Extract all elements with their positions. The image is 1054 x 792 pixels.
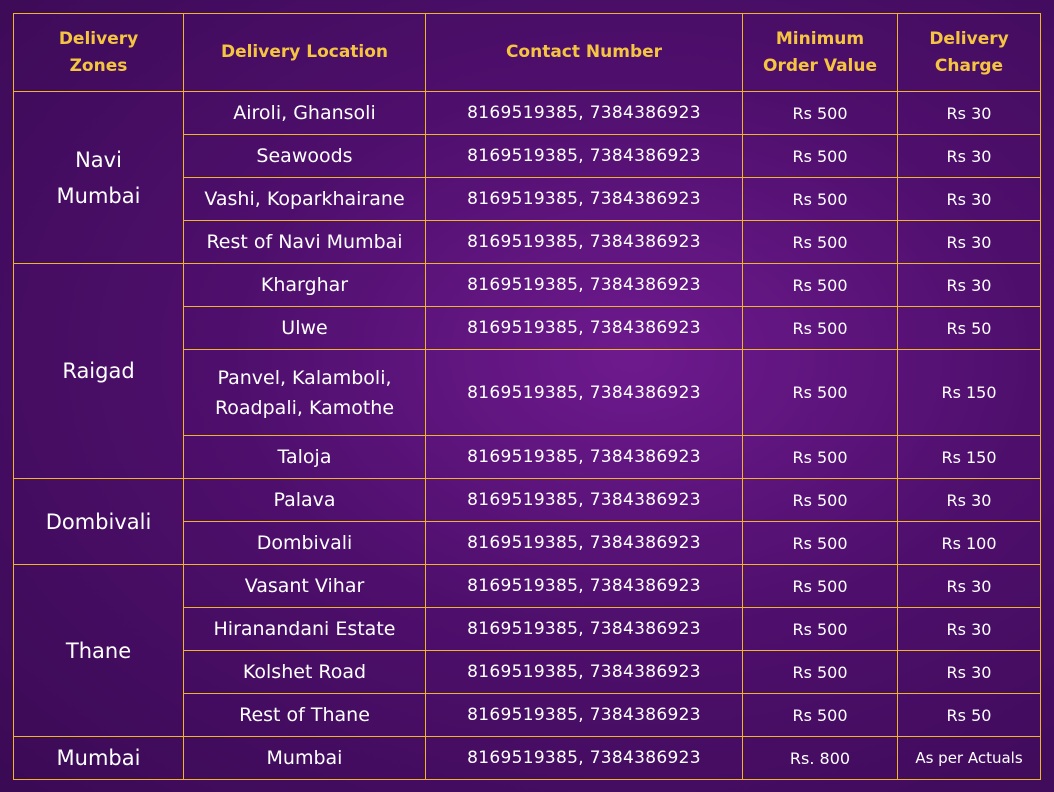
location-cell [184, 608, 426, 651]
delivery-charge-cell: Rs 30 [898, 135, 1041, 178]
location-cell [184, 307, 426, 350]
location-name: Roadpali, Kamothe [214, 396, 395, 419]
location-cell [184, 135, 426, 178]
location-cell [184, 479, 426, 522]
location-name: Hiranandani Estate [213, 618, 396, 640]
zone-name: Raigad [62, 359, 135, 383]
location-name: Palava [273, 489, 336, 511]
location-name: Taloja [277, 446, 332, 468]
location-cell [184, 436, 426, 479]
location-name: Mumbai [266, 747, 343, 769]
delivery-table [13, 13, 1041, 780]
contact-number-cell: 8169519385, 7384386923 [426, 264, 743, 307]
minimum-order-cell: Rs 500 [743, 608, 898, 651]
delivery-charge-cell: Rs 100 [898, 522, 1041, 565]
contact-number-cell: 8169519385, 7384386923 [426, 221, 743, 264]
zone-cell [14, 92, 184, 264]
minimum-order-cell: Rs 500 [743, 565, 898, 608]
contact-number-cell: 8169519385, 7384386923 [426, 522, 743, 565]
minimum-order-cell: Rs 500 [743, 479, 898, 522]
minimum-order-cell: Rs 500 [743, 264, 898, 307]
header-delivery-location: Delivery Location [184, 14, 426, 92]
contact-number-cell: 8169519385, 7384386923 [426, 737, 743, 780]
delivery-charge-cell: Rs 150 [898, 350, 1041, 436]
minimum-order-cell: Rs 500 [743, 522, 898, 565]
delivery-charge-cell: Rs 150 [898, 436, 1041, 479]
table-row [14, 565, 1041, 608]
delivery-charge-cell: Rs 30 [898, 178, 1041, 221]
contact-number-cell: 8169519385, 7384386923 [426, 436, 743, 479]
contact-number-cell: 8169519385, 7384386923 [426, 92, 743, 135]
header-min-line-2: Order Value [763, 55, 877, 76]
header-delivery-zones [14, 14, 184, 92]
contact-number-cell: 8169519385, 7384386923 [426, 135, 743, 178]
location-cell [184, 264, 426, 307]
contact-number-cell: 8169519385, 7384386923 [426, 651, 743, 694]
zone-name: Mumbai [56, 183, 141, 208]
contact-number-cell: 8169519385, 7384386923 [426, 479, 743, 522]
header-charge-line-2: Charge [934, 55, 1004, 76]
zone-cell [14, 737, 184, 780]
delivery-charge-cell: Rs 30 [898, 608, 1041, 651]
zone-name: Mumbai [56, 746, 141, 770]
location-name: Ulwe [281, 317, 328, 339]
location-name: Airoli, Ghansoli [233, 102, 376, 124]
header-delivery-charge [898, 14, 1041, 92]
location-cell [184, 92, 426, 135]
minimum-order-cell: Rs 500 [743, 178, 898, 221]
table-row [14, 92, 1041, 135]
minimum-order-cell: Rs 500 [743, 92, 898, 135]
location-cell [184, 737, 426, 780]
contact-number-cell: 8169519385, 7384386923 [426, 307, 743, 350]
minimum-order-cell: Rs 500 [743, 436, 898, 479]
header-min-line-1: Minimum [775, 28, 865, 49]
location-name: Vasant Vihar [244, 575, 365, 597]
zone-name: Thane [65, 638, 132, 663]
location-cell [184, 178, 426, 221]
contact-number-cell: 8169519385, 7384386923 [426, 608, 743, 651]
location-name: Panvel, Kalamboli, [217, 366, 392, 389]
zone-cell [14, 264, 184, 479]
contact-number-cell: 8169519385, 7384386923 [426, 178, 743, 221]
contact-number-cell: 8169519385, 7384386923 [426, 565, 743, 608]
location-name: Seawoods [256, 145, 353, 167]
minimum-order-cell: Rs 500 [743, 651, 898, 694]
header-minimum-order-value [743, 14, 898, 92]
minimum-order-cell: Rs. 800 [743, 737, 898, 780]
delivery-charge-cell: Rs 30 [898, 479, 1041, 522]
zone-name: Dombivali [45, 509, 152, 534]
header-zone-line-2: Zones [69, 55, 128, 76]
table-body [14, 92, 1041, 780]
location-cell [184, 565, 426, 608]
header-charge-line-1: Delivery [929, 28, 1009, 49]
location-name: Dombivali [256, 532, 353, 554]
location-cell [184, 221, 426, 264]
table-row [14, 737, 1041, 780]
minimum-order-cell: Rs 500 [743, 350, 898, 436]
contact-number-cell: 8169519385, 7384386923 [426, 694, 743, 737]
header-contact-number: Contact Number [426, 14, 743, 92]
delivery-charge-cell: Rs 30 [898, 221, 1041, 264]
zone-cell [14, 565, 184, 737]
table-row [14, 479, 1041, 522]
zone-cell [14, 479, 184, 565]
location-cell [184, 350, 426, 436]
minimum-order-cell: Rs 500 [743, 221, 898, 264]
location-cell [184, 522, 426, 565]
location-name: Kolshet Road [242, 661, 367, 683]
minimum-order-cell: Rs 500 [743, 307, 898, 350]
zone-name: Navi [75, 147, 122, 172]
delivery-charge-cell: Rs 30 [898, 92, 1041, 135]
header-zone-line-1: Delivery [58, 28, 139, 49]
delivery-charge-cell: Rs 30 [898, 565, 1041, 608]
delivery-charge-cell: Rs 30 [898, 651, 1041, 694]
delivery-charge-cell: Rs 50 [898, 307, 1041, 350]
location-name: Vashi, Koparkhairane [204, 188, 405, 210]
header-row [14, 14, 1041, 92]
table-row [14, 264, 1041, 307]
location-name: Rest of Navi Mumbai [206, 231, 403, 253]
location-cell [184, 651, 426, 694]
delivery-charge-cell: As per Actuals [898, 737, 1041, 780]
delivery-charge-cell: Rs 50 [898, 694, 1041, 737]
location-name: Rest of Thane [239, 704, 370, 726]
contact-number-cell: 8169519385, 7384386923 [426, 350, 743, 436]
minimum-order-cell: Rs 500 [743, 135, 898, 178]
minimum-order-cell: Rs 500 [743, 694, 898, 737]
location-name: Kharghar [260, 274, 349, 296]
location-cell [184, 694, 426, 737]
delivery-charge-cell: Rs 30 [898, 264, 1041, 307]
